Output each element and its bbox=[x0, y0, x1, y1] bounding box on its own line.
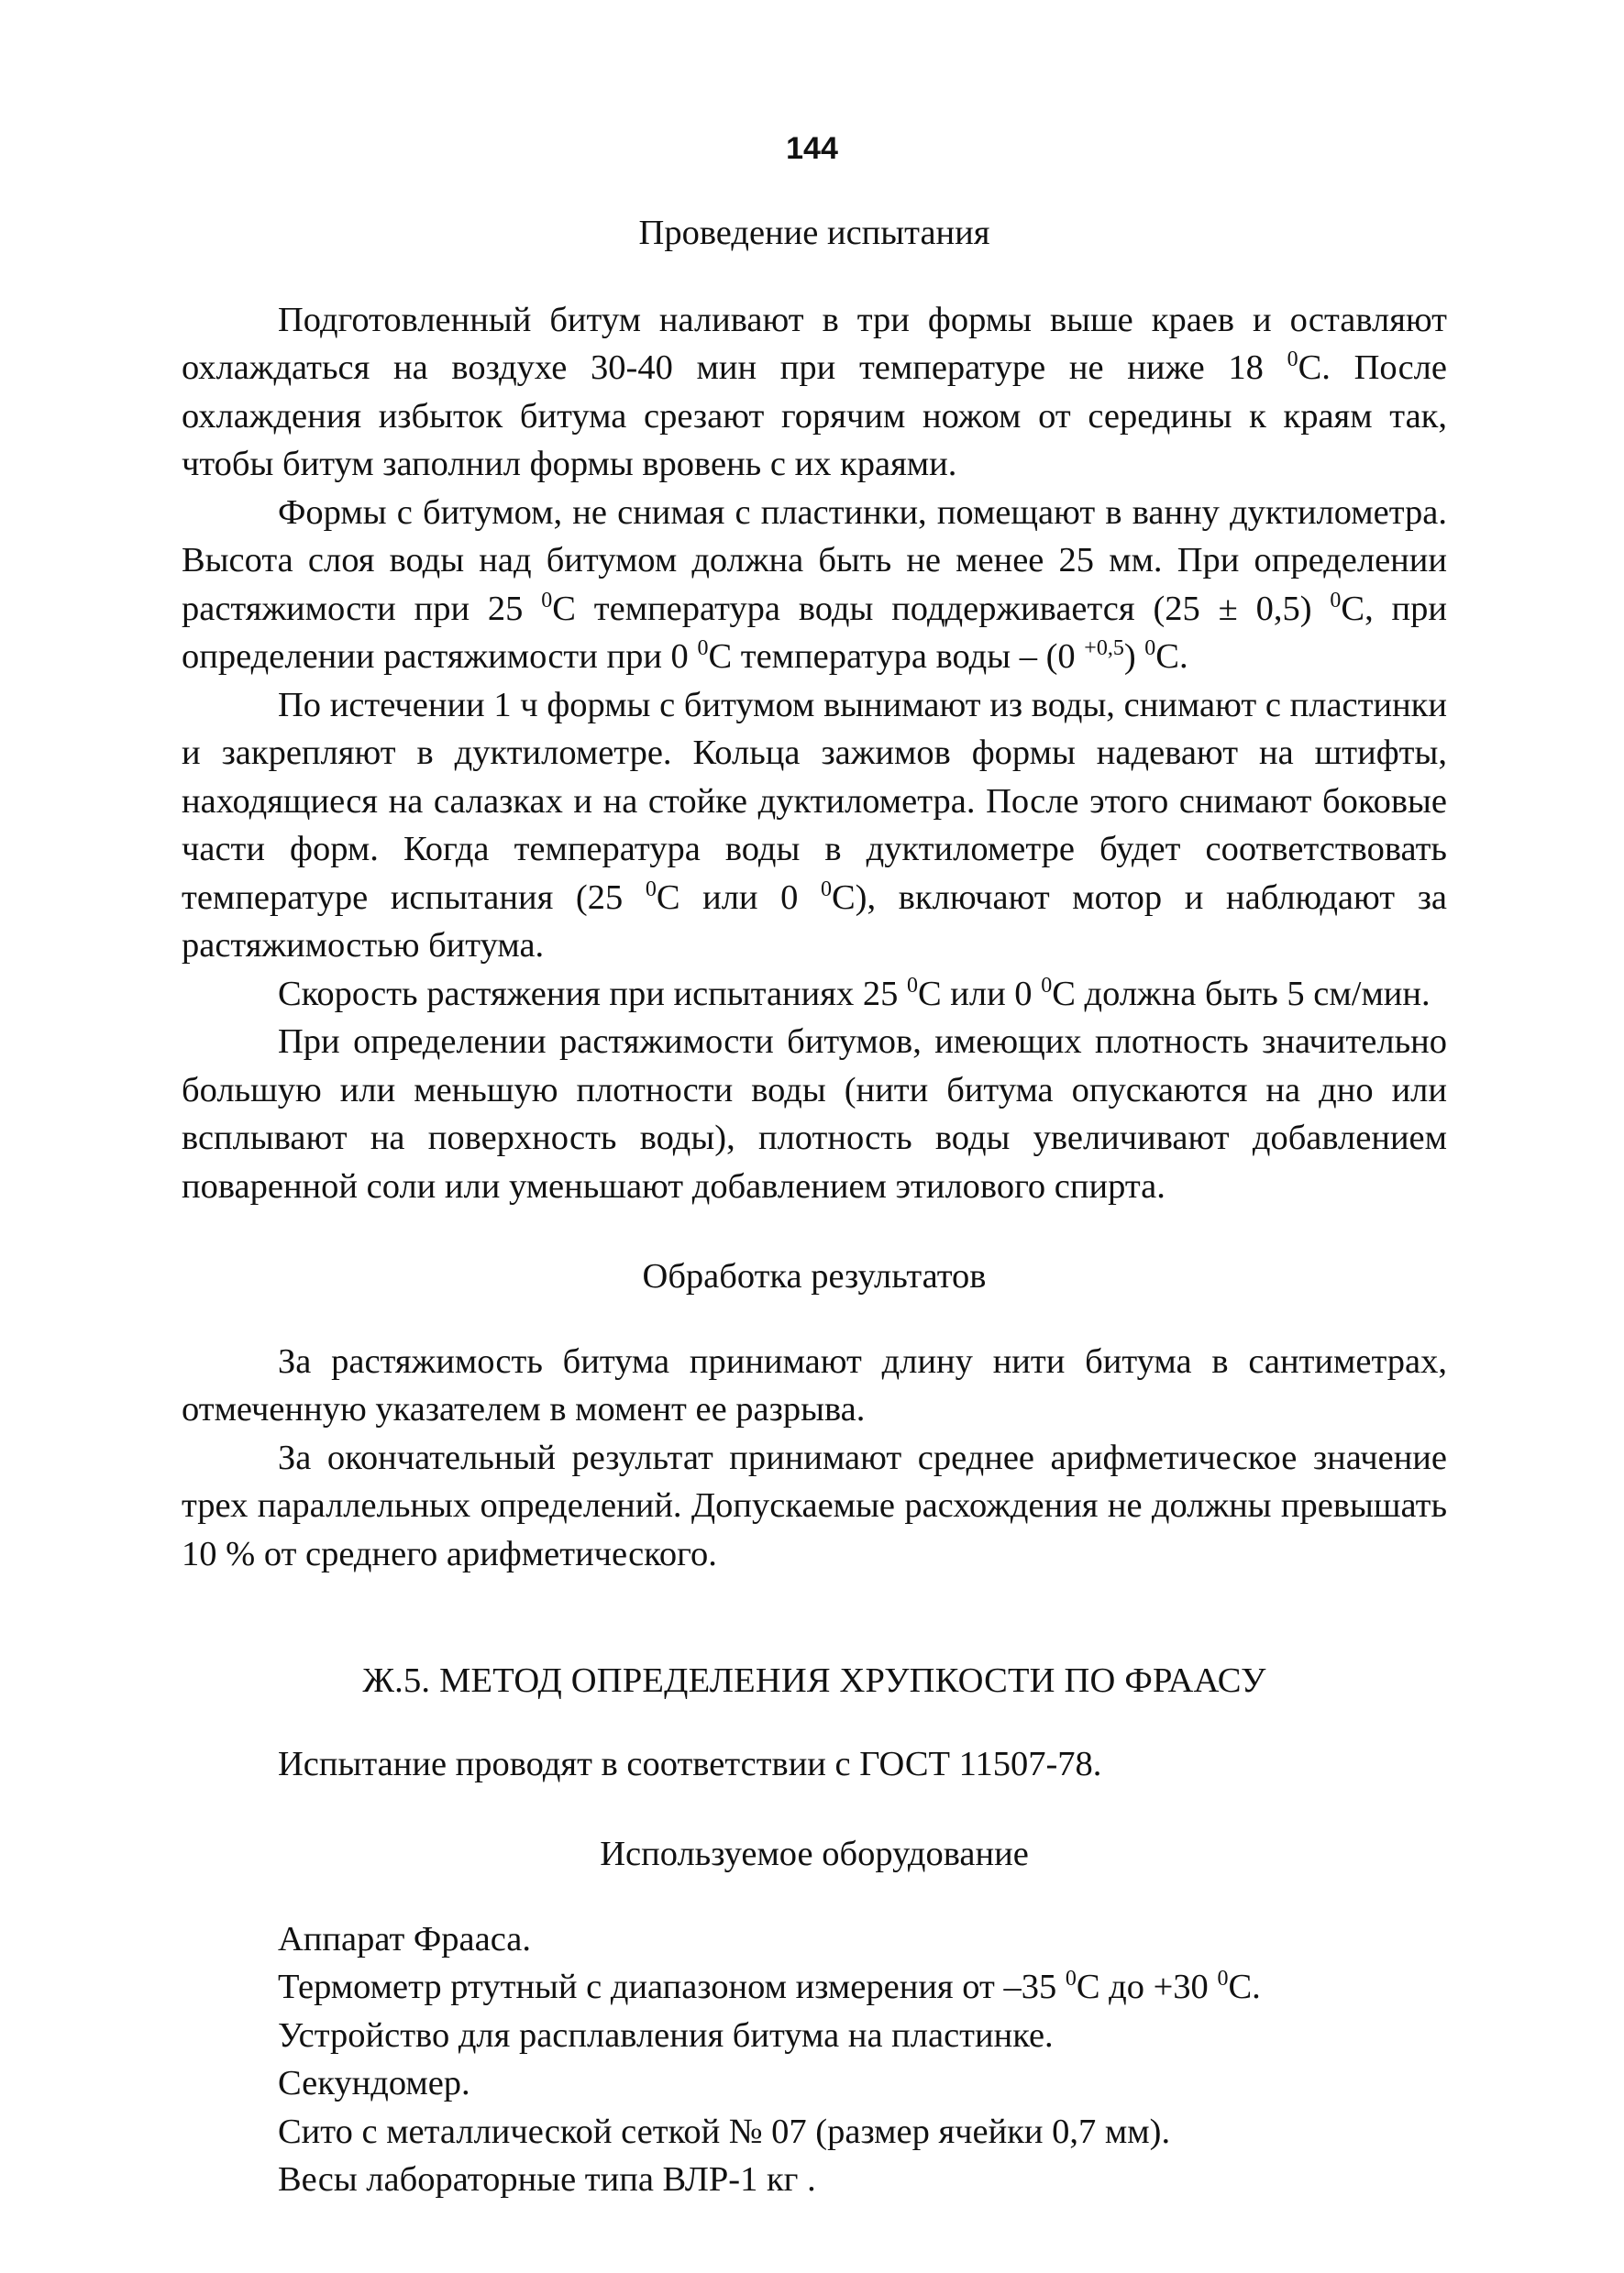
paragraph-results-1: За растяжимость битума принимают длину нити битума в сантиметрах, отмеченную указателем в момент ее разрыва. bbox=[182, 1341, 1447, 1429]
paragraph-conduct-4: Скорость растяжения при испытаниях 25 $^0$С или 0 $^0$С должна быть 5 см/мин. bbox=[278, 973, 1431, 1013]
paragraph-results-2: За окончательный результат принимают среднее арифметическое значение трех параллельных определений. Допускаемые расхождения не должны превышать 10 % от среднего арифметического. bbox=[182, 1438, 1447, 1573]
equipment-item: Устройство для расплавления битума на пластинке. bbox=[278, 2015, 1054, 2055]
page-content bbox=[182, 209, 1447, 2204]
paragraph-conduct-5: При определении растяжимости битумов, имеющих плотность значительно большую или меньшую плотности воды (нити битума опускаются на дно или всплывают на поверхность воды), плотность воды увеличивают добавлением поваренной соли или уменьшают добавлением этилового спирта. bbox=[182, 1022, 1447, 1206]
section-heading-conduct: Проведение испытания bbox=[638, 214, 990, 252]
equipment-item: Сито с металлической сеткой № 07 (размер ячейки 0,7 мм). bbox=[278, 2112, 1171, 2151]
standard-reference: Испытание проводят в соответствии с ГОСТ 11507-78. bbox=[278, 1744, 1102, 1783]
page-number: 144 bbox=[786, 131, 838, 166]
section-heading-results: Обработка результатов bbox=[642, 1257, 987, 1296]
equipment-item: Секундомер. bbox=[278, 2064, 470, 2102]
equipment-item: Термометр ртутный с диапазоном измерения от –35 $^0$С до +30 $^0$С. bbox=[278, 1967, 1261, 2006]
section-heading-equipment: Используемое оборудование bbox=[600, 1835, 1029, 1873]
equipment-list bbox=[182, 1915, 1447, 2204]
equipment-item: Аппарат Фрааса. bbox=[278, 1919, 532, 1959]
equipment-item: Весы лабораторные типа ВЛР-1 кг . bbox=[278, 2160, 816, 2199]
method-title: Ж.5. МЕТОД ОПРЕДЕЛЕНИЯ ХРУПКОСТИ ПО ФРААСУ bbox=[362, 1661, 1266, 1700]
paragraph-conduct-3: По истечении 1 ч формы с битумом вынимают из воды, снимают с пластинки и закрепляют в дуктилометре. Кольца зажимов формы надевают на штифты, находящиеся на салазках и на стойке дуктилометра. После этого снимают боковые части форм. Когда температура воды в дуктилометре будет соответствовать температуре испытания (25 $^0$С или 0 $^0$С), включают мотор и наблюдают за растяжимостью битума. bbox=[182, 685, 1447, 965]
paragraph-conduct-1: Подготовленный битум наливают в три формы выше краев и оставляют охлаждаться на воздухе 30-40 мин при температуре не ниже 18 $^0$С. После охлаждения избыток битума срезают горячим ножом от середины к краям так, чтобы битум заполнил формы вровень с их краями. bbox=[182, 300, 1447, 483]
paragraph-conduct-2: Формы с битумом, не снимая с пластинки, помещают в ванну дуктилометра. Высота слоя воды над битумом должна быть не менее 25 мм. При определении растяжимости при 25 $^0$С температура воды поддерживается (25 ± 0,5) $^0$С, при определении растяжимости при 0 $^0$С температура воды – (0 $^{+0,5}$) $^0$С. bbox=[182, 492, 1447, 676]
